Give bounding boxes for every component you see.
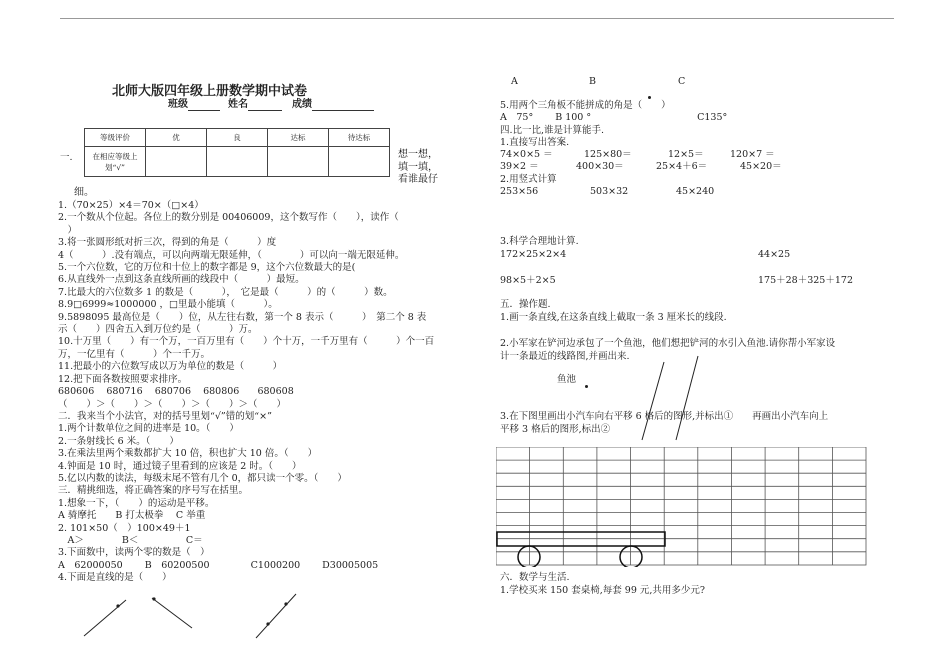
eval-cell: [146, 147, 207, 177]
pond-label: 鱼池: [557, 374, 577, 385]
question-line: 示（ ）四舍五入到万位约是（ ）万。: [58, 324, 258, 336]
question-line: ）: [58, 224, 78, 236]
question-line: 2.小军家在铲河边承包了一个鱼池，他们想把铲河的水引入鱼池.请你帮小军家设: [500, 338, 836, 349]
question-line: 1.学校买来 150 套桌椅,每套 99 元,共用多少元?: [500, 585, 705, 596]
eval-cell: [207, 147, 268, 177]
question-line: 1.想象一下，（ ）的运动是平移。: [58, 497, 215, 509]
section5-part3: [500, 411, 828, 436]
car-shape: [497, 532, 665, 567]
calc-row: 98×5＋2×5 175＋28＋325＋172: [500, 275, 853, 286]
section-title: 二．我来当个小法官，对的括号里划“√”错的划“×”: [58, 410, 272, 422]
page-title: 北师大版四年级上册数学期中试卷: [112, 84, 308, 99]
question-line: 1.两个计数单位之间的进率是 10。（ ）: [58, 423, 239, 435]
class-label: 班级: [168, 99, 188, 110]
question-line: A＞ B＜ C＝: [58, 534, 203, 546]
question-line: 4.下面是直线的是（ ）: [58, 572, 172, 584]
question-line: 3.在下图里画出小汽车向右平移 6 格后的图形,并标出① 再画出小汽车向上: [500, 411, 829, 422]
question-line: 3.在乘法里两个乘数都扩大 10 倍，积也扩大 10 倍。（ ）: [58, 448, 318, 460]
question-line: 2. 101×50（ ）100×49＋1: [58, 522, 191, 534]
name-label: 姓名: [228, 99, 248, 110]
score-label: 成绩: [292, 99, 312, 110]
calc-row: 253×56 503×32 45×240: [500, 186, 715, 198]
question-line: A 62000050 B 60200500 C1000200 D30005005: [58, 559, 379, 571]
question-line: 3.科学合理地计算.: [500, 236, 579, 247]
section6: [500, 571, 705, 597]
pond-dot: [585, 385, 588, 388]
car-grid: [496, 447, 868, 567]
question-line: 8.9□6999≈1000000 ，□里最小能填（ ）。: [58, 299, 278, 311]
eval-cell: 良: [207, 129, 268, 147]
question-line: 5.用两个三角板不能拼成的角是（ ）: [500, 100, 671, 111]
section-title: 三．精挑细选，将正确答案的序号写在括里。: [58, 485, 249, 497]
calc-row: 172×25×2×4 44×25: [500, 248, 791, 260]
question-line: A 骑摩托 B 打太极拳 C 举重: [58, 510, 206, 522]
calc-row: 39×2 ＝ 400×30＝ 25×4＋6＝ 45×20＝: [500, 161, 782, 173]
section1-questions: [58, 200, 434, 585]
section-title: 六．数学与生活.: [500, 572, 570, 583]
question-line: 平移 3 格后的图形,标出②: [500, 423, 611, 435]
question-line: 2.用竖式计算: [500, 173, 557, 185]
question-line: 5.亿以内数的读法，每级末尾不管有几个 0，都只读一个零。（ ）: [58, 472, 347, 484]
eval-cell: 待达标: [329, 129, 390, 147]
question-line: 11.把最小的六位数写成以万为单位的数是（ ）: [58, 361, 283, 373]
eval-cell: [268, 147, 329, 177]
lines-figure: [60, 586, 320, 646]
question-line: 7.比最大的六位数多 1 的数是（ ）， 它是最（ ）的（ ）数。: [58, 286, 393, 298]
eval-cell: 达标: [268, 129, 329, 147]
question-line: 万，一亿里有（ ）个一千万。: [58, 348, 211, 360]
right-column-top: [500, 100, 782, 198]
evaluation-table: [84, 128, 390, 177]
question-line: 5.一个六位数，它的万位和十位上的数字都是 9，这个六位数最大的是(: [58, 262, 356, 274]
question-line: 1.直接写出答案.: [500, 136, 570, 148]
question-line: 2.一条射线长 6 米。（ ）: [58, 435, 179, 447]
question-line: 1.（70×25）×4＝70×（□×4）: [58, 200, 204, 211]
question-line: 6.从直线外一点到这条直线所画的线段中（ ）最短。: [58, 274, 305, 286]
section-number: 一.: [60, 152, 73, 163]
question-line: 10.十万里（ ）有一个万，一百万里有（ ）个十万，一千万里有（ ）个一百: [58, 336, 435, 348]
eval-cell: [329, 147, 390, 177]
order-row: （ ）＞（ ）＞（ ）＞（ ）＞（ ）: [58, 398, 287, 410]
eval-cell: 等级评价: [85, 129, 146, 147]
angle-label-a: A: [511, 76, 518, 87]
section1-intro-end: 细。: [74, 187, 94, 198]
options-row: A 75° B 100 ° C135°: [500, 112, 728, 124]
question-line: 1.画一条直线,在这条直线上截取一条 3 厘米长的线段.: [500, 312, 727, 323]
top-rule: [60, 18, 894, 19]
angle-label-b: B: [589, 76, 596, 87]
section1-intro: 想一想， 填一填， 看谁最仔: [398, 149, 438, 185]
question-line: 2.一个数从个位起。各位上的数分别是 00406009，这个数写作（ ），读作（: [58, 212, 399, 224]
section4-part3: [500, 236, 790, 261]
question-line: 9.5898095 最高位是（ ）位，从左往右数，第一个 8 表示（ ） 第二个 8 表: [58, 311, 427, 323]
question-line: 12.把下面各数按照要求排序。: [58, 373, 188, 385]
eval-cell: 在相应等级上 划“√”: [85, 147, 146, 177]
question-line: 4.钟面是 10 时，通过镜子里看到的应该是 2 时。（ ）: [58, 460, 302, 472]
question-line: 3.将一张圆形纸对折三次，得到的角是（ ）度: [58, 237, 277, 249]
question-line: 4（ ）.没有端点，可以向两端无限延伸，（ ）可以向一端无限延伸。: [58, 249, 405, 261]
question-line: 3.下面数中，读两个零的数是（ ）: [58, 547, 210, 559]
calc-row: 74×0×5 ＝ 125×80＝ 12×5＝ 120×7 ＝: [500, 149, 775, 161]
header-fields: [168, 99, 374, 111]
section-title: 五．操作题.: [500, 299, 551, 310]
angle-label-c: C: [678, 76, 686, 87]
point-dot: [648, 96, 651, 99]
eval-cell: 优: [146, 129, 207, 147]
question-line: 计一条最近的线路图,并画出来.: [500, 351, 630, 362]
section-title: 四.比一比,谁是计算能手.: [500, 124, 605, 136]
number-list: 680606 680716 680706 680806 680608: [58, 386, 294, 398]
